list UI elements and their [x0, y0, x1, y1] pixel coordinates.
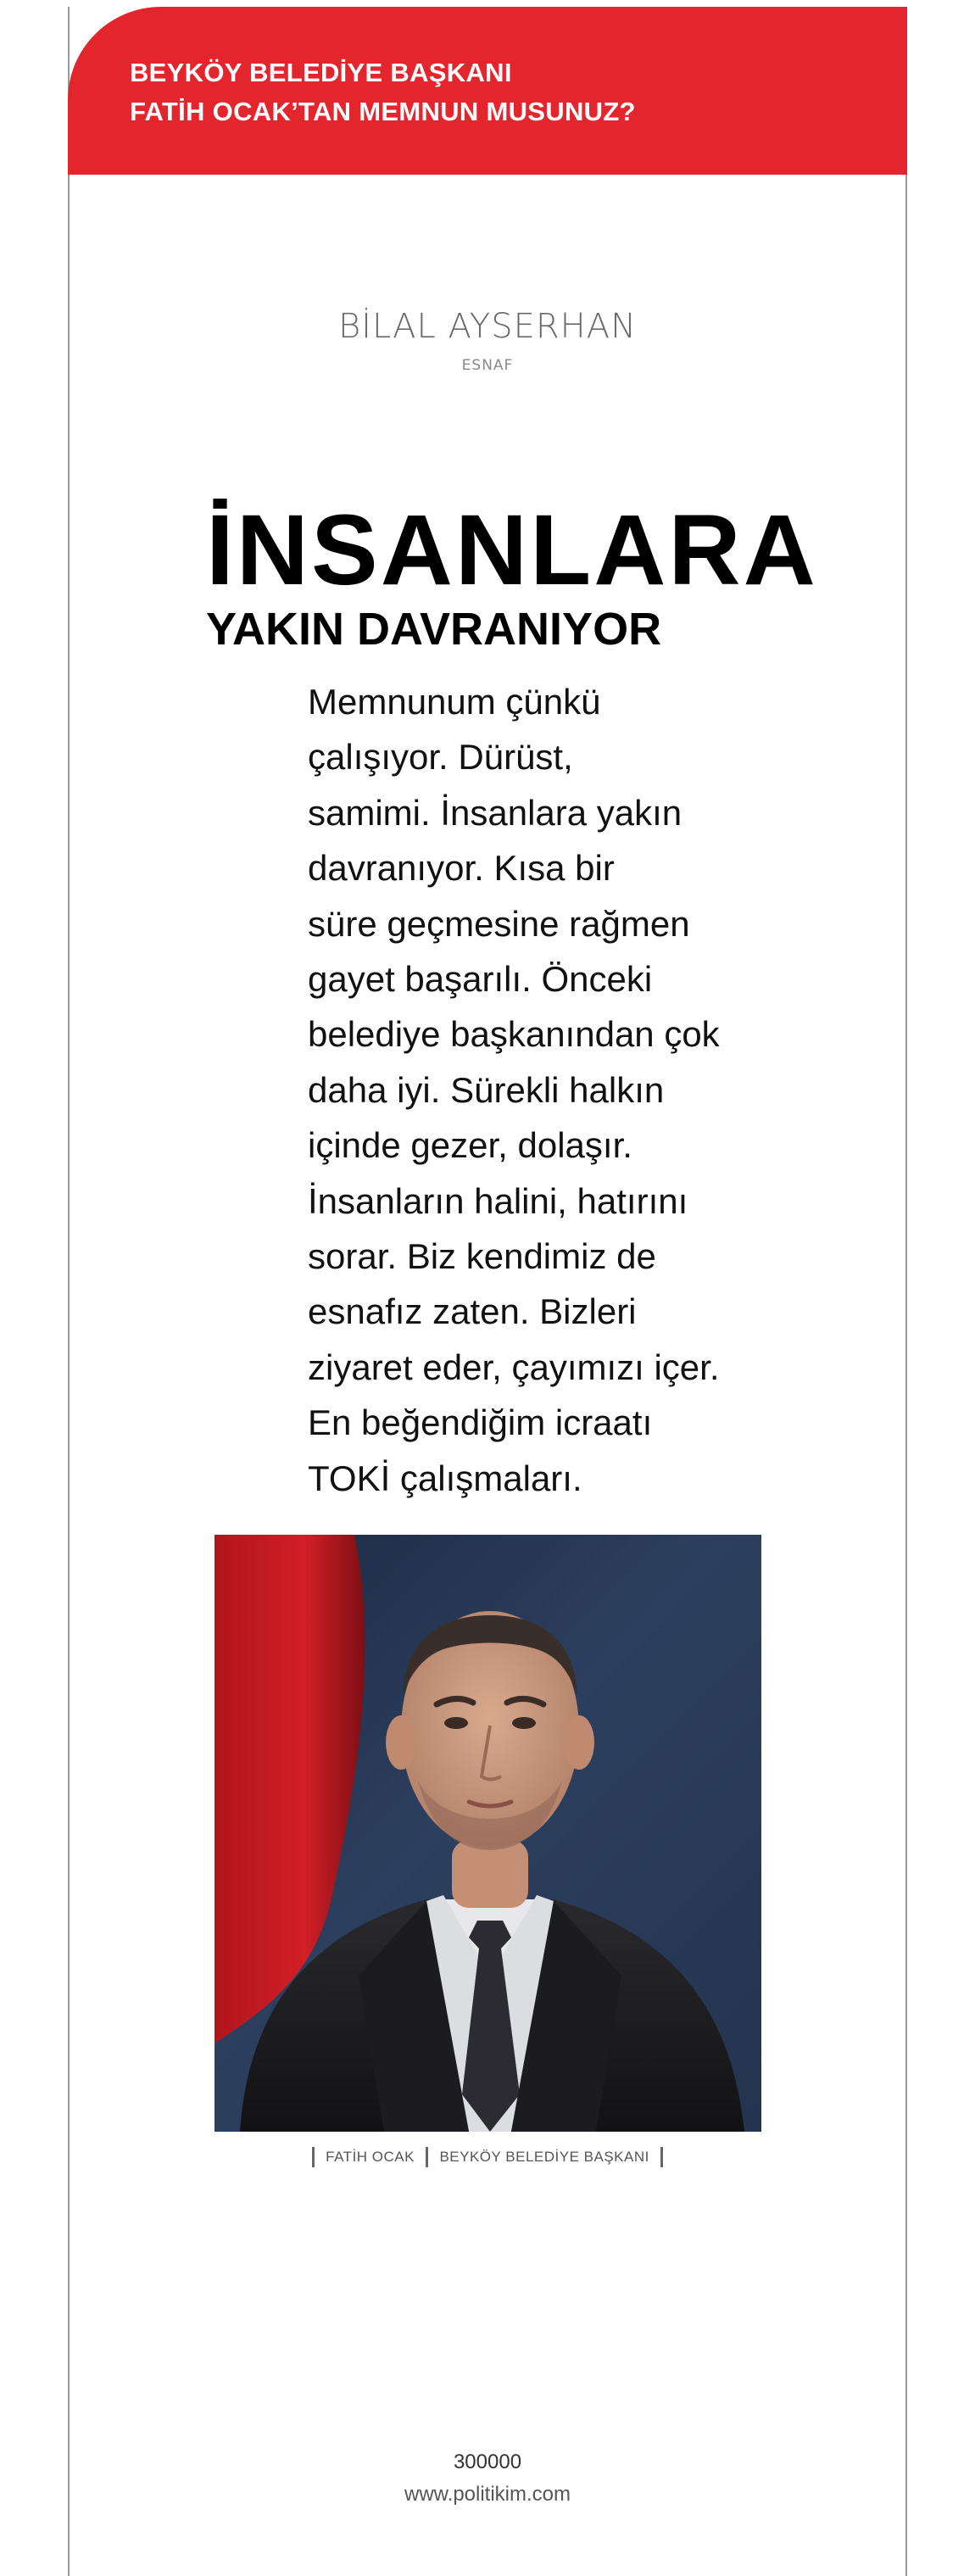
headline-sub: YAKIN DAVRANIYOR	[206, 604, 662, 655]
portrait-photo	[214, 1535, 761, 2132]
quote-line: daha iyi. Sürekli halkın	[308, 1069, 665, 1110]
quote-line: çalışıyor. Dürüst,	[308, 737, 573, 778]
author-role: ESNAF	[461, 357, 514, 374]
quote-body	[308, 674, 749, 1506]
caption-divider	[312, 2147, 315, 2167]
caption-title: BEYKÖY BELEDİYE BAŞKANI	[439, 2149, 649, 2165]
footer-number: 300000	[453, 2451, 522, 2473]
footer-website: www.politikim.com	[404, 2483, 571, 2506]
author-name: BİLAL AYSERHAN	[337, 307, 638, 346]
photo-caption	[0, 2147, 975, 2167]
quote-line: samimi. İnsanlara yakın	[308, 792, 682, 833]
portrait-illustration	[214, 1535, 761, 2132]
header-banner	[68, 7, 907, 175]
headline-main: İNSANLARA	[206, 494, 818, 606]
quote-line: içinde gezer, dolaşır.	[308, 1125, 632, 1166]
quote-line: davranıyor. Kısa bir	[308, 848, 615, 889]
quote-line: belediye başkanından çok	[308, 1014, 720, 1055]
quote-line: İnsanların halini, hatırını	[308, 1180, 688, 1221]
quote-line: sorar. Biz kendimiz de	[308, 1236, 656, 1277]
quote-line: TOKİ çalışmaları.	[308, 1458, 582, 1498]
header-title-line-2: FATİH OCAK’TAN MEMNUN MUSUNUZ?	[130, 97, 636, 126]
quote-line: Memnunum çünkü	[308, 682, 601, 722]
caption-divider	[426, 2147, 428, 2167]
quote-line: En beğendiğim icraatı	[308, 1402, 653, 1443]
header-title-line-1: BEYKÖY BELEDİYE BAŞKANI	[130, 58, 512, 87]
quote-line: esnafız zaten. Bizleri	[308, 1291, 637, 1332]
quote-line: ziyaret eder, çayımızı içer.	[308, 1347, 720, 1387]
caption-divider	[660, 2147, 663, 2167]
quote-line: gayet başarılı. Önceki	[308, 959, 653, 1000]
quote-line: süre geçmesine rağmen	[308, 903, 690, 944]
caption-name: FATİH OCAK	[326, 2149, 415, 2165]
